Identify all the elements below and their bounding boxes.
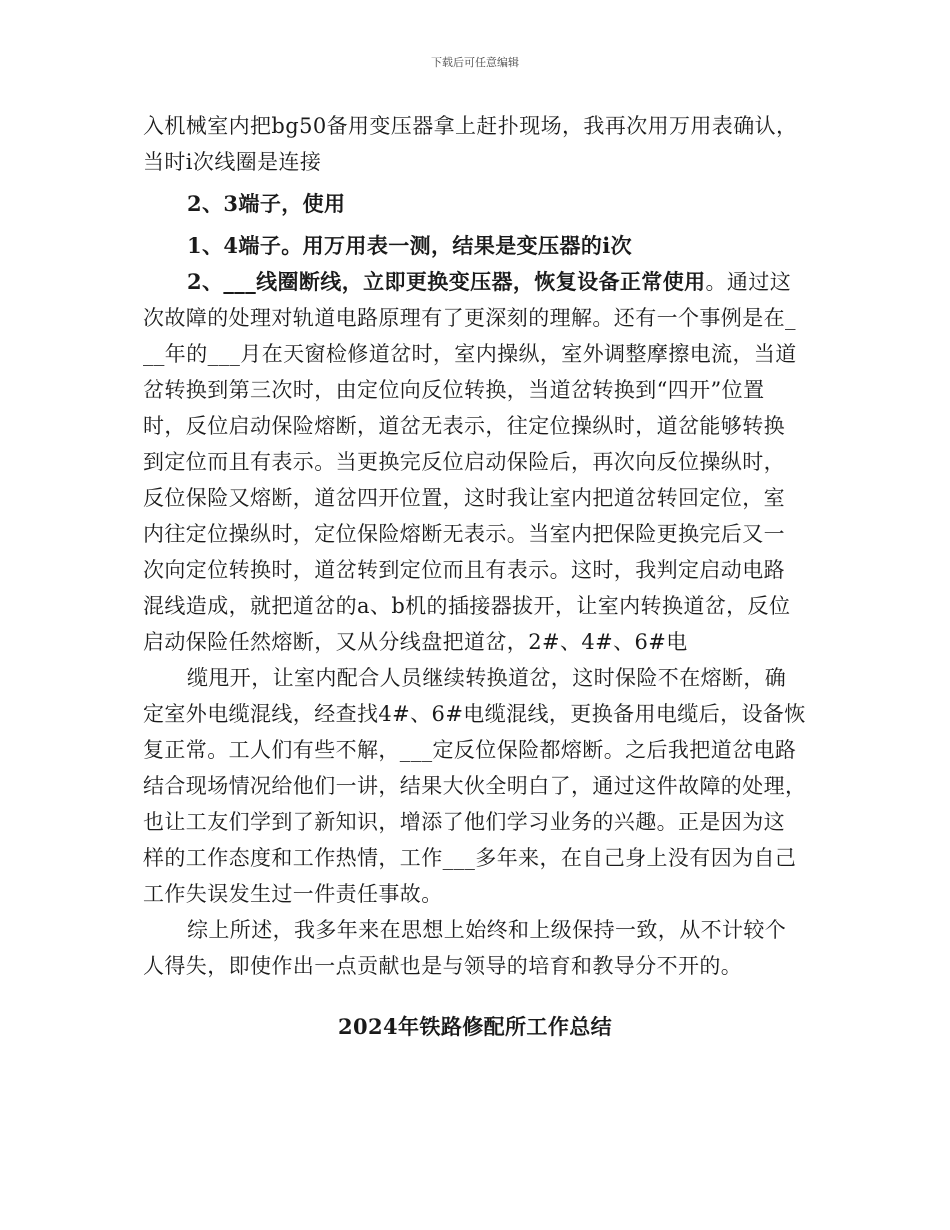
- document-body: [143, 108, 815, 984]
- text-line: [143, 264, 815, 300]
- text-line: 内往定位操纵时，定位保险熔断无表示。当室内把保险更换完后又一: [143, 522, 785, 546]
- text-line: 综上所述，我多年来在思想上始终和上级保持一致，从不计较个: [187, 918, 787, 942]
- section-title: 2024年铁路修配所工作总结: [337, 1014, 613, 1039]
- text-line: 混线造成，就把道岔的a、b机的插接器拔开，让室内转换道岔，反位: [143, 594, 791, 618]
- text-line: 入机械室内把bg50备用变压器拿上赶扑现场，我再次用万用表确认，: [143, 114, 798, 138]
- text-line: 岔转换到第三次时，由定位向反位转换，当道岔转换到“四开”位置: [143, 378, 765, 402]
- text-line: 人得失，即使作出一点贡献也是与领导的培育和教导分不开的。: [143, 954, 743, 978]
- text-line: 到定位而且有表示。当更换完反位启动保险后，再次向反位操纵时，: [143, 450, 785, 474]
- text-line: 当时i次线圈是连接: [143, 150, 322, 174]
- text-line: 2、3端子，使用: [187, 191, 346, 216]
- text-line: __年的___月在天窗检修道岔时，室内操纵，室外调整摩擦电流，当道: [143, 342, 797, 366]
- text-line: 次故障的处理对轨道电路原理有了更深刻的理解。还有一个事例是在_: [143, 306, 796, 330]
- text-span: 。通过这: [705, 270, 792, 294]
- text-line: 样的工作态度和工作热情，工作___多年来，在自己身上没有因为自己: [143, 846, 797, 870]
- text-line: 次向定位转换时，道岔转到定位而且有表示。这时，我判定启动电路: [143, 558, 785, 582]
- text-line: 工作失误发生过一件责任事故。: [143, 882, 443, 906]
- text-line: 反位保险又熔断，道岔四开位置，这时我让室内把道岔转回定位，室: [143, 486, 785, 510]
- text-line: 缆甩开，让室内配合人员继续转换道岔，这时保险不在熔断，确: [187, 666, 787, 690]
- text-line: 定室外电缆混线，经查找4#、6#电缆混线，更换备用电缆后，设备恢: [143, 702, 806, 726]
- text-line: 启动保险任然熔断，又从分线盘把道岔，2#、4#、6#电: [143, 630, 688, 654]
- page-header: 下载后可任意编辑: [431, 56, 519, 69]
- text-line: 也让工友们学到了新知识，增添了他们学习业务的兴趣。正是因为这: [143, 810, 785, 834]
- text-line: 时，反位启动保险熔断，道岔无表示，往定位操纵时，道岔能够转换: [143, 414, 785, 438]
- text-line: 1、4端子。用万用表一测，结果是变压器的i次: [187, 233, 632, 258]
- text-line: 结合现场情况给他们一讲，结果大伙全明白了，通过这件故障的处理，: [143, 774, 807, 798]
- text-line: 复正常。工人们有些不解，___定反位保险都熔断。之后我把道岔电路: [143, 738, 797, 762]
- bold-span: 2、___线圈断线，立即更换变压器，恢复设备正常使用: [187, 269, 706, 294]
